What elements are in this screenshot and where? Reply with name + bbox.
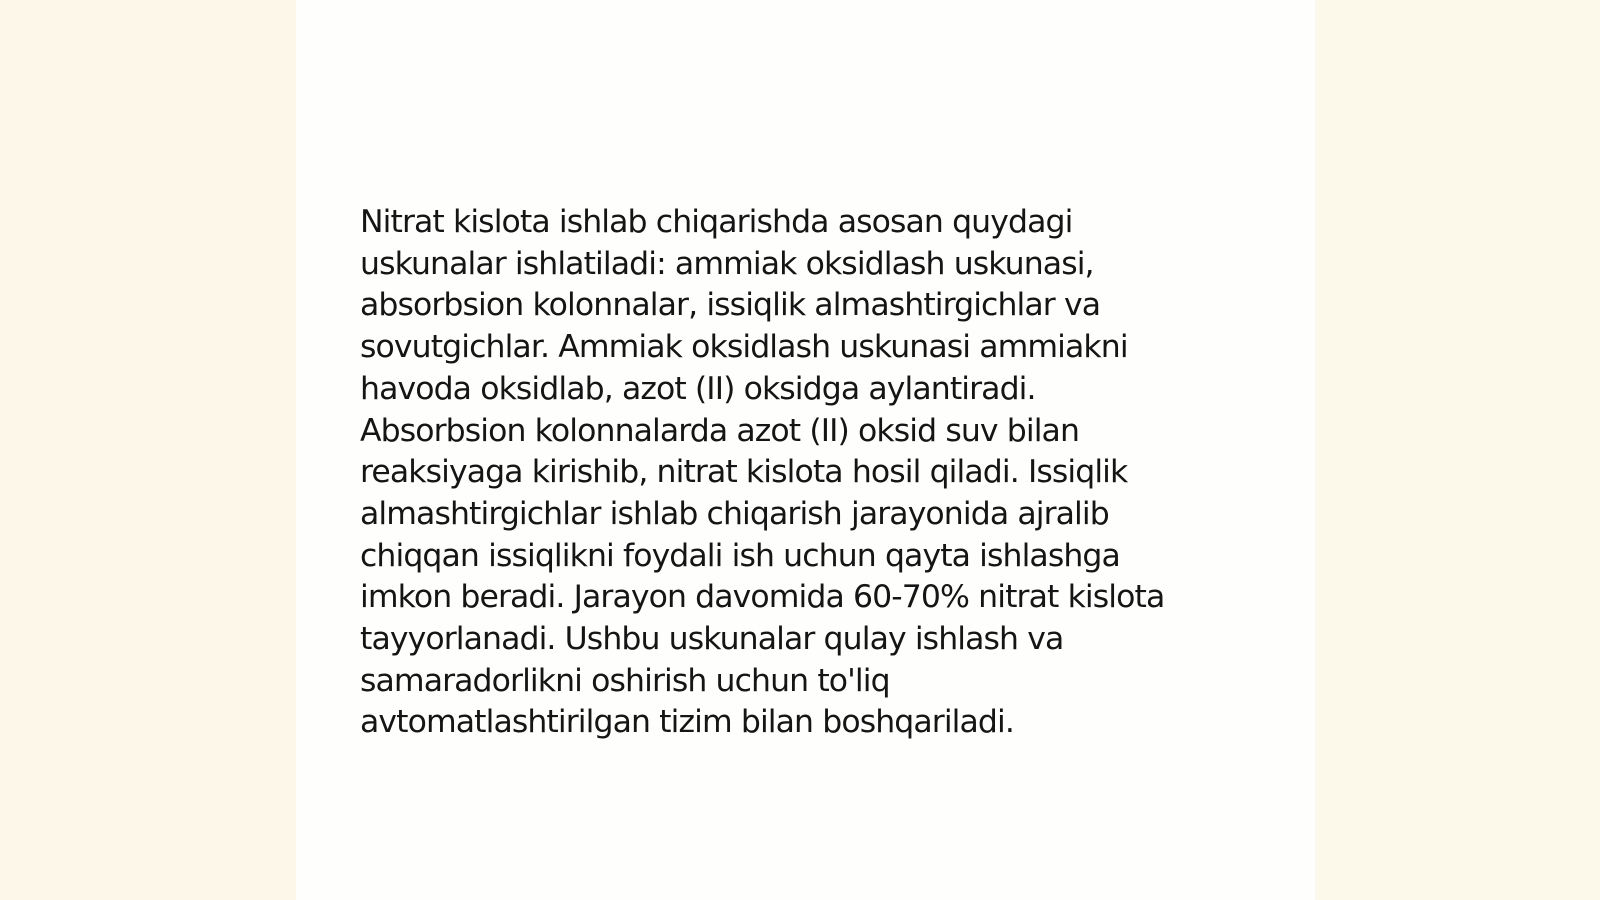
body-paragraph: Nitrat kislota ishlab chiqarishda asosan quydagi uskunalar ishlatiladi: ammiak oksidlash uskunasi, absorbsion kolonnalar, issiqlik almashtirgichlar va sovutgichlar. Ammiak oksidlash uskunasi ammiakni havoda oksidlab, azot (II) oksidga aylantiradi. Absorbsion kolonnalarda azot (II) oksid suv bilan reaksiyaga kirishib, nitrat kislota hosil qiladi. Issiqlik almashtirgichlar ishlab chiqarish jarayonida ajralib chiqqan issiqlikni foydali ish uchun qayta ishlashga imkon beradi. Jarayon davomida 60-70% nitrat kislota tayyorlanadi. Ushbu uskunalar qulay ishlash va samaradorlikni oshirish uchun to'liq avtomatlashtirilgan tizim bilan boshqariladi. bbox=[360, 204, 1165, 741]
document-page bbox=[296, 0, 1315, 900]
background-left-margin bbox=[0, 0, 296, 900]
background-right-margin bbox=[1315, 0, 1600, 900]
